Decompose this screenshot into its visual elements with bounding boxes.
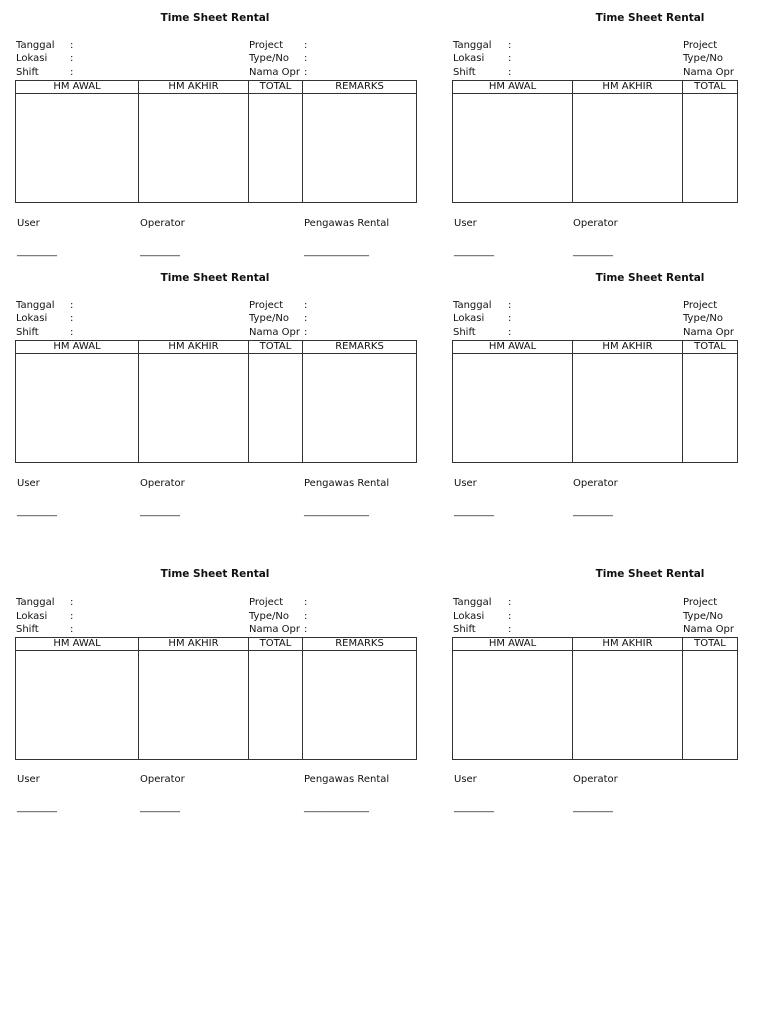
field-separator: :: [304, 40, 308, 51]
field-label: Tanggal: [16, 40, 55, 51]
field-label: Tanggal: [16, 300, 55, 311]
signature-label: User: [17, 774, 40, 785]
field-label: Nama Opr: [249, 624, 300, 635]
hour-meter-table: [15, 340, 417, 463]
column-header: HM AKHIR: [573, 638, 683, 651]
entry-cell[interactable]: [16, 651, 139, 760]
signature-line[interactable]: ________: [17, 802, 57, 813]
field-separator: :: [304, 300, 308, 311]
field-separator: :: [70, 300, 74, 311]
signature-label: Pengawas Rental: [304, 478, 390, 489]
field-label: Lokasi: [16, 53, 48, 64]
field-separator: :: [508, 53, 512, 64]
form-title: Time Sheet Rental: [595, 12, 705, 24]
field-separator: :: [508, 67, 512, 78]
field-label: Type/No: [683, 53, 723, 64]
field-separator: :: [304, 67, 308, 78]
signature-line[interactable]: ________: [140, 802, 180, 813]
column-header: HM AKHIR: [573, 81, 683, 94]
entry-cell[interactable]: [683, 354, 738, 463]
signature-line[interactable]: ________: [17, 506, 57, 517]
field-label: Tanggal: [453, 40, 492, 51]
entry-cell[interactable]: [16, 354, 139, 463]
entry-cell[interactable]: [573, 94, 683, 203]
signature-label: Operator: [573, 774, 618, 785]
form-title: Time Sheet Rental: [160, 272, 270, 284]
field-label: Project: [249, 597, 284, 608]
column-header: REMARKS: [303, 638, 417, 651]
signature-label: User: [17, 478, 40, 489]
signature-label: Operator: [140, 218, 185, 229]
timesheet-form: [452, 556, 752, 826]
field-separator: :: [508, 40, 512, 51]
form-title: Time Sheet Rental: [595, 568, 705, 580]
field-separator: :: [304, 597, 308, 608]
column-header: TOTAL: [249, 638, 303, 651]
field-label: Type/No: [249, 611, 289, 622]
hour-meter-table: [452, 340, 738, 463]
entry-cell[interactable]: [139, 651, 249, 760]
signature-label: User: [454, 774, 477, 785]
signature-line[interactable]: ________: [454, 246, 494, 257]
timesheet-form: [452, 260, 752, 530]
form-title: Time Sheet Rental: [160, 12, 270, 24]
entry-cell[interactable]: [249, 651, 303, 760]
field-separator: :: [70, 313, 74, 324]
hour-meter-table: [452, 637, 738, 760]
signature-line[interactable]: _____________: [304, 246, 369, 257]
signature-label: Pengawas Rental: [304, 218, 390, 229]
timesheet-form: [15, 556, 435, 826]
field-label: Nama Opr: [683, 327, 734, 338]
field-label: Type/No: [249, 313, 289, 324]
column-header: REMARKS: [303, 341, 417, 354]
column-header: TOTAL: [683, 81, 738, 94]
field-label: Project: [683, 300, 718, 311]
field-label: Lokasi: [453, 53, 485, 64]
field-separator: :: [304, 624, 308, 635]
column-header: HM AWAL: [16, 638, 139, 651]
entry-cell[interactable]: [573, 651, 683, 760]
field-separator: :: [508, 624, 512, 635]
signature-line[interactable]: ________: [573, 802, 613, 813]
timesheet-form: [452, 0, 752, 270]
column-header: HM AWAL: [453, 341, 573, 354]
field-separator: :: [70, 40, 74, 51]
field-label: Type/No: [683, 313, 723, 324]
column-header: HM AWAL: [453, 638, 573, 651]
field-label: Project: [249, 300, 284, 311]
signature-label: Pengawas Rental: [304, 774, 390, 785]
signature-line[interactable]: ________: [17, 246, 57, 257]
field-separator: :: [70, 53, 74, 64]
field-label: Type/No: [249, 53, 289, 64]
field-separator: :: [304, 53, 308, 64]
entry-cell[interactable]: [249, 354, 303, 463]
entry-cell[interactable]: [683, 94, 738, 203]
field-label: Shift: [453, 327, 476, 338]
entry-cell[interactable]: [303, 94, 417, 203]
column-header: TOTAL: [683, 341, 738, 354]
column-header: HM AKHIR: [139, 638, 249, 651]
field-separator: :: [70, 624, 74, 635]
field-label: Shift: [453, 67, 476, 78]
signature-label: Operator: [140, 774, 185, 785]
entry-cell[interactable]: [139, 354, 249, 463]
column-header: TOTAL: [683, 638, 738, 651]
field-separator: :: [70, 597, 74, 608]
field-label: Lokasi: [453, 313, 485, 324]
entry-cell[interactable]: [249, 94, 303, 203]
signature-line[interactable]: ________: [573, 246, 613, 257]
field-label: Project: [249, 40, 284, 51]
entry-cell[interactable]: [139, 94, 249, 203]
field-separator: :: [304, 327, 308, 338]
column-header: TOTAL: [249, 81, 303, 94]
signature-label: User: [17, 218, 40, 229]
column-header: HM AKHIR: [139, 341, 249, 354]
signature-line[interactable]: _____________: [304, 506, 369, 517]
column-header: HM AWAL: [16, 81, 139, 94]
column-header: HM AWAL: [453, 81, 573, 94]
timesheet-form: [15, 260, 435, 530]
field-label: Lokasi: [16, 313, 48, 324]
field-separator: :: [508, 313, 512, 324]
signature-line[interactable]: ________: [140, 506, 180, 517]
field-label: Type/No: [683, 611, 723, 622]
signature-line[interactable]: ________: [573, 506, 613, 517]
signature-line[interactable]: ________: [140, 246, 180, 257]
column-header: HM AWAL: [16, 341, 139, 354]
field-separator: :: [508, 611, 512, 622]
field-label: Lokasi: [16, 611, 48, 622]
entry-cell[interactable]: [16, 94, 139, 203]
field-separator: :: [304, 313, 308, 324]
field-separator: :: [70, 327, 74, 338]
form-title: Time Sheet Rental: [160, 568, 270, 580]
hour-meter-table: [15, 80, 417, 203]
field-label: Shift: [453, 624, 476, 635]
signature-line[interactable]: ________: [454, 506, 494, 517]
field-label: Shift: [16, 624, 39, 635]
field-label: Tanggal: [453, 597, 492, 608]
signature-label: User: [454, 478, 477, 489]
entry-cell[interactable]: [303, 651, 417, 760]
column-header: HM AKHIR: [573, 341, 683, 354]
field-label: Nama Opr: [249, 67, 300, 78]
signature-label: Operator: [573, 478, 618, 489]
field-label: Project: [683, 597, 718, 608]
column-header: REMARKS: [303, 81, 417, 94]
field-label: Project: [683, 40, 718, 51]
field-label: Nama Opr: [249, 327, 300, 338]
entry-cell[interactable]: [303, 354, 417, 463]
signature-label: User: [454, 218, 477, 229]
column-header: HM AKHIR: [139, 81, 249, 94]
field-label: Shift: [16, 327, 39, 338]
signature-line[interactable]: _____________: [304, 802, 369, 813]
field-separator: :: [508, 327, 512, 338]
hour-meter-table: [15, 637, 417, 760]
entry-cell[interactable]: [453, 354, 573, 463]
field-separator: :: [70, 67, 74, 78]
entry-cell[interactable]: [453, 651, 573, 760]
field-label: Tanggal: [453, 300, 492, 311]
field-label: Shift: [16, 67, 39, 78]
field-separator: :: [70, 611, 74, 622]
timesheet-form: [15, 0, 435, 270]
entry-cell[interactable]: [683, 651, 738, 760]
form-title: Time Sheet Rental: [595, 272, 705, 284]
field-label: Lokasi: [453, 611, 485, 622]
signature-line[interactable]: ________: [454, 802, 494, 813]
signature-label: Operator: [140, 478, 185, 489]
field-separator: :: [508, 597, 512, 608]
field-separator: :: [508, 300, 512, 311]
field-label: Nama Opr: [683, 67, 734, 78]
field-label: Nama Opr: [683, 624, 734, 635]
field-label: Tanggal: [16, 597, 55, 608]
signature-label: Operator: [573, 218, 618, 229]
entry-cell[interactable]: [453, 94, 573, 203]
field-separator: :: [304, 611, 308, 622]
column-header: TOTAL: [249, 341, 303, 354]
hour-meter-table: [452, 80, 738, 203]
entry-cell[interactable]: [573, 354, 683, 463]
